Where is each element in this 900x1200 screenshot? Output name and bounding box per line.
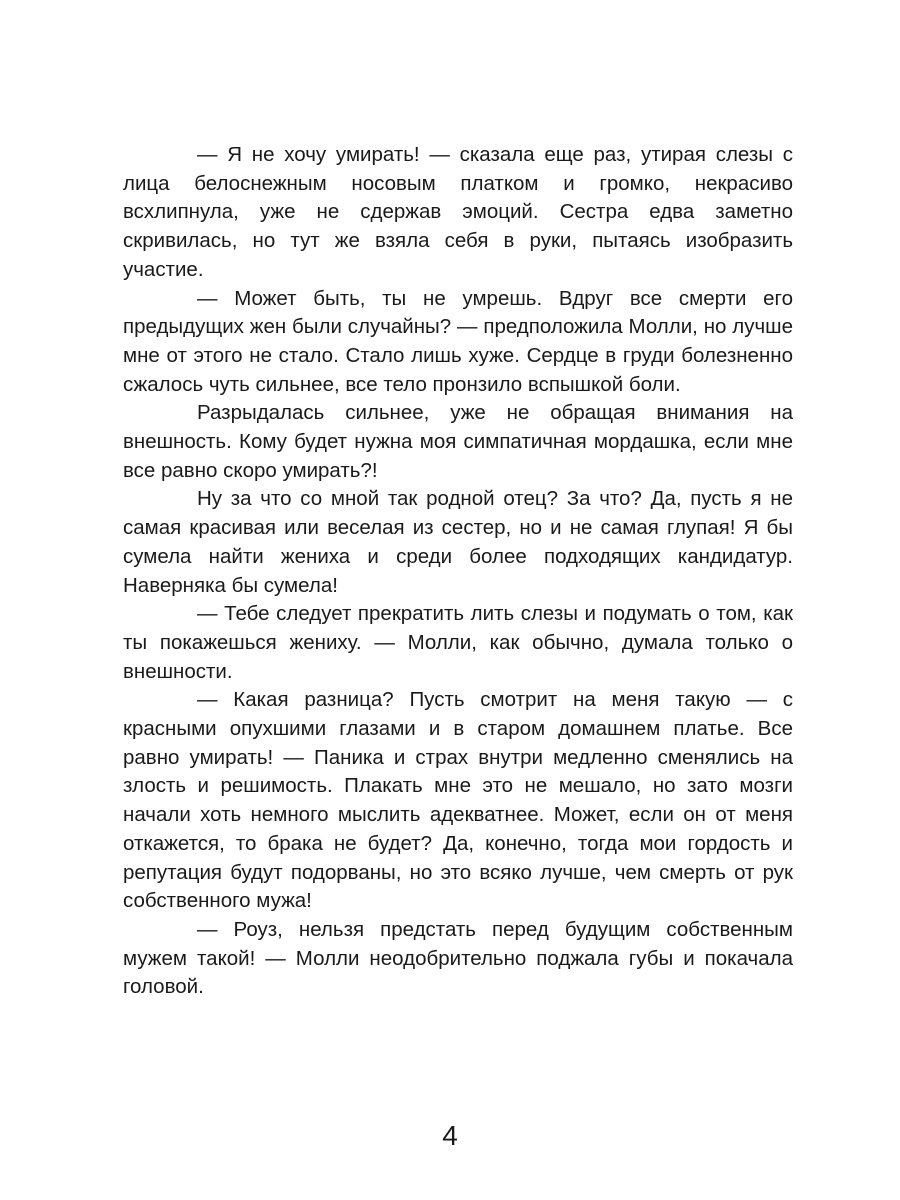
paragraph: — Я не хочу умирать! — сказала еще раз, утирая слезы с лица белоснежным носовым платком и громко, некрасиво всхлипнула, уже не сдержав эмоций. Сестра едва заметно скривилась, но тут же взяла себя в руки, пытаясь изобразить участие. (123, 143, 793, 281)
page-number: 4 (442, 1120, 458, 1151)
paragraph: — Тебе следует прекратить лить слезы и подумать о том, как ты покажешься жениху. — Молли, как обычно, думала только о внешности. (123, 602, 793, 683)
paragraph: — Роуз, нельзя предстать перед будущим собственным мужем такой! — Молли неодобрительно поджала губы и покачала головой. (123, 917, 793, 999)
paragraph: Разрыдалась сильнее, уже не обращая внимания на внешность. Кому будет нужна моя симпатичная мордашка, если мне все равно скоро умирать?! (123, 401, 793, 482)
body-text (123, 141, 793, 1002)
paragraph: — Какая разница? Пусть смотрит на меня такую — с красными опухшими глазами и в старом домашнем платье. Все равно умирать! — Паника и страх внутри медленно сменялись на злость и решимость. Плакать мне это не мешало, но зато мозги начали хоть немного мыслить адекватнее. Может, если он от меня откажется, то брака не будет? Да, конечно, тогда мои гордость и репутация будут подорваны, но это всяко лучше, чем смерть от рук собственного мужа! (123, 688, 793, 913)
paragraph: Ну за что со мной так родной отец? За что? Да, пусть я не самая красивая или веселая из сестер, но и не самая глупая! Я бы сумела найти жениха и среди более подходящих кандидатур. Наверняка бы сумела! (123, 487, 793, 597)
paragraph: — Может быть, ты не умрешь. Вдруг все смерти его предыдущих жен были случайны? — предположила Молли, но лучше мне от этого не стало. Стало лишь хуже. Сердце в груди болезненно сжалось чуть сильнее, все тело пронзило вспышкой боли. (123, 286, 793, 396)
